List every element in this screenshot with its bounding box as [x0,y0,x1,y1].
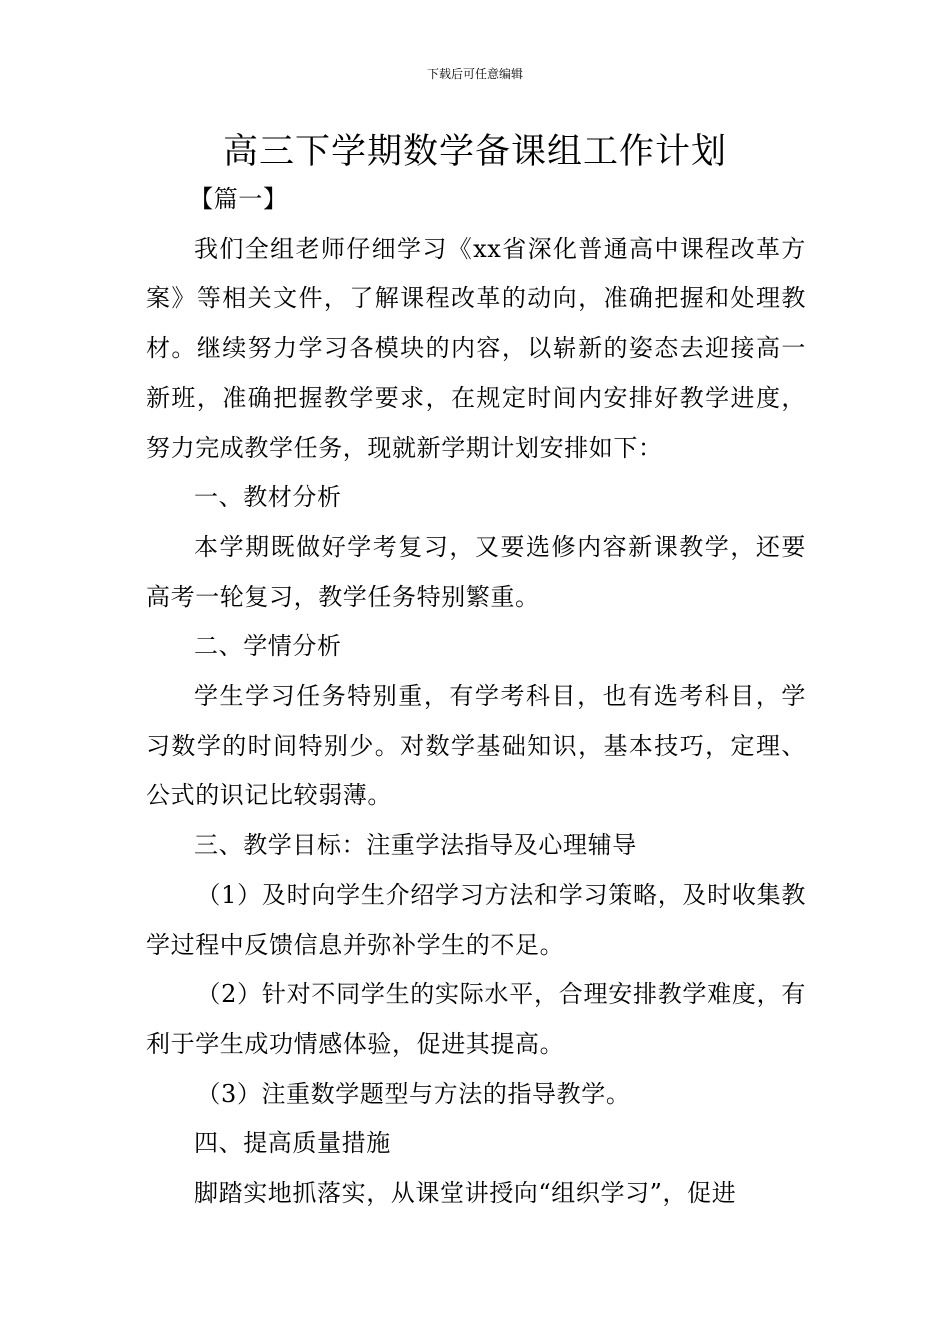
section-heading-teaching-goals: 三、教学目标：注重学法指导及心理辅导 [194,831,637,860]
part-label: 【篇一】 [189,185,288,213]
intro-paragraph: 我们全组老师仔细学习《xx省深化普通高中课程改革方案》等相关文件，了解课程改革的动向，准确把握和处理教材。继续努力学习各模块的内容，以崭新的姿态去迎接高一新班，准确把握教学要求，在规定时间内安排好教学进度，努力完成教学任务，现就新学期计划安排如下： [146,234,806,462]
section-heading-student-analysis: 二、学情分析 [194,632,342,661]
goal-item-1: （1）及时向学生介绍学习方法和学习策略，及时收集教学过程中反馈信息并弥补学生的不足。 [146,880,806,959]
document-title: 高三下学期数学备课组工作计划 [222,132,727,172]
student-analysis-paragraph: 学生学习任务特别重，有学考科目，也有选考科目，学习数学的时间特别少。对数学基础知识，基本技巧，定理、公式的识记比较弱薄。 [146,682,806,810]
section-heading-quality-measures: 四、提高质量措施 [194,1129,391,1158]
section-heading-textbook-analysis: 一、教材分析 [194,483,342,512]
goal-item-2: （2）针对不同学生的实际水平，合理安排教学难度，有利于学生成功情感体验，促进其提高。 [146,980,806,1058]
goal-item-3: （3）注重数学题型与方法的指导教学。 [196,1079,631,1108]
document-body [146,175,806,1219]
textbook-analysis-paragraph: 本学期既做好学考复习，又要选修内容新课教学，还要高考一轮复习，教学任务特别繁重。 [146,532,806,611]
header-note: 下载后可任意编辑 [426,67,523,81]
quality-measures-paragraph: 脚踏实地抓落实，从课堂讲授向“组织学习”，促进 [194,1179,737,1208]
